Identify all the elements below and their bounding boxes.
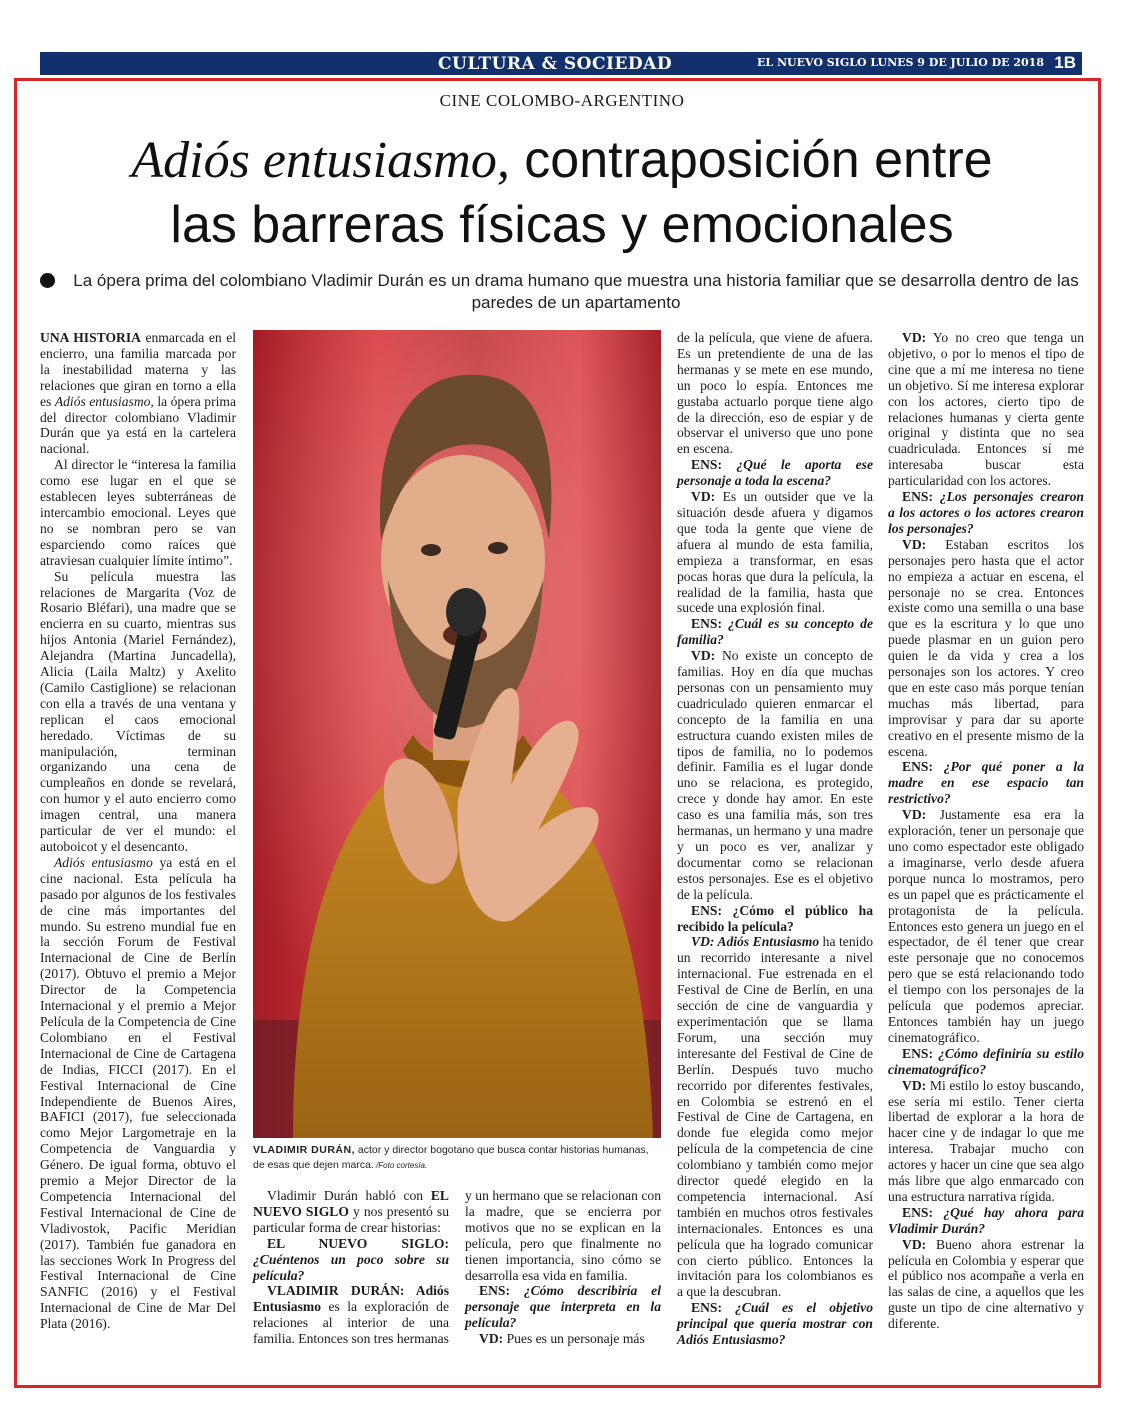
column-4 — [677, 330, 873, 1348]
paragraph — [40, 330, 236, 457]
question-label: ENS: — [479, 1283, 510, 1299]
section-title: CULTURA & SOCIEDAD — [438, 54, 673, 74]
caption-credit: /Foto cortesía. — [373, 1161, 428, 1170]
caption-name: VLADIMIR DURÁN, — [253, 1144, 355, 1156]
answer-label: VD: — [902, 330, 927, 345]
question — [677, 903, 873, 935]
answer — [888, 1078, 1084, 1205]
question-label: ENS: — [691, 902, 722, 918]
question — [677, 616, 873, 648]
section-banner — [40, 52, 1082, 75]
question-label: ENS: — [691, 457, 722, 473]
text-run: enmarcada en el encierro, una familia marcada por la inestabilidad materna y las relaciones que giran en torno a ella es — [40, 330, 237, 409]
photo-caption — [253, 1143, 661, 1173]
kicker: CINE COLOMBO-ARGENTINO — [439, 91, 685, 110]
answer — [465, 1331, 661, 1347]
answer — [888, 1237, 1084, 1332]
answer — [888, 330, 1084, 489]
answer — [888, 537, 1084, 760]
column-2 — [253, 1188, 449, 1347]
question-text: ¿Los personajes crearon a los actores o los actores crearon los personajes? — [888, 489, 1084, 536]
answer-text: Es un outsider que ve la situación desde afuera y digamos que toda la gente que viene de afuera al mundo de esta familia, empieza a transformar, en esas pocas horas que dura la película, la realidad de la familia, hasta que sucede una explosión final. — [677, 489, 873, 616]
answer-label: VD: Adiós Entusiasmo — [691, 934, 820, 950]
newspaper-name: EL NUEVO SIGLO — [253, 1188, 449, 1219]
photo-illustration — [253, 330, 661, 1138]
text-run: y nos presentó su particular forma de crear historias: — [253, 1203, 449, 1235]
answer — [677, 934, 873, 1300]
page-number: 1B — [1054, 53, 1076, 72]
question-text: ¿Por qué poner a la madre en ese espacio tan restrictivo? — [888, 759, 1084, 807]
question-label: ENS: — [902, 1204, 933, 1220]
text-run: ya está en el cine nacional. Esta película ha pasado por algunos de los festivales de cine más importantes del mundo. Su estreno mundial fue en la sección Forum de Festival Internacional de Cine de Berlín (2017). Obtuvo el premio a Mejor Director de la Competencia Internacional y el premio a Mejor Película de la Competencia de Cine Colombiano en el Festival Internacional de Cine de Cartagena de Indias, FICCI (2017). En el Festival Internacional de Cine Independiente de Buenos Aires, BAFICI (2017), fue seleccionada como Mejor Largometraje en la Competencia de Vanguardia y Género. De igual forma, obtuvo el premio a Mejor Director de la Competencia Internacional del Festival Internacional de Cine de Vladivostok, Pacific Meridian (2017). También fue ganadora en las secciones Work In Progress del Festival Internacional de Cine SANFIC (2016) y el Festival Internacional de Cine de Mar Del Plata (2016). — [40, 854, 236, 1332]
headline-line1: contraposición entre — [509, 131, 993, 189]
question-text: ¿Cuál es su concepto de familia? — [677, 616, 873, 648]
question-label: ENS: — [691, 1300, 722, 1316]
deck — [40, 270, 1084, 314]
answer-label: VD: — [691, 489, 716, 505]
paragraph — [253, 1188, 449, 1236]
film-title-italic: Adiós entusiasmo — [54, 854, 153, 870]
answer-text: Yo no creo que tenga un objetivo, o por lo menos el tipo de cine que a mí me interesa no tiene un objetivo. Sí me interesa explorar con los actores, cierto tipo de relaciones humanas y cierta gente original y distinta que no sea cuadriculada. Entonces sí me interesaba buscar esta particularidad con los actores. — [888, 330, 1084, 489]
deck-text: La ópera prima del colombiano Vladimir Durán es un drama humano que muestra una historia familiar que se desarrolla dentro de las paredes de un apartamento — [73, 271, 1079, 312]
column-3 — [465, 1188, 661, 1347]
question-text: ¿Cuál es el objetivo principal que quería mostrar con Adiós Entusiasmo? — [677, 1300, 873, 1348]
answer-label: VLADIMIR DURÁN: Adiós Entusiasmo — [253, 1283, 449, 1315]
answer-label: VD: — [902, 807, 927, 823]
question-text: ¿Cuéntenos un poco sobre su película? — [253, 1251, 449, 1283]
headline — [30, 128, 1094, 257]
headline-film-title: Adiós entusiasmo, — [131, 132, 510, 189]
answer-label: VD: — [691, 648, 716, 664]
answer-text: Estaban escritos los personajes pero hasta que el actor no empieza a actuar en escena, el personaje no se crea. Entonces existe como una semilla o una base que es la escritura y lo que uno puede plasmar en un guion pero quien le da vida y crea a los personajes son los actores. Y creo que en este caso más porque tenían muchas más libertad, para improvisar y para dar su aporte creativo en el presente mismo de la escena. — [888, 536, 1084, 759]
question-text: ¿Cómo describiría el personaje que interpreta en la película? — [465, 1283, 661, 1331]
paragraph: de la película, que viene de afuera. Es un pretendiente de una de las hermanas y se mete en ese mundo, un poco lo espía. Entonces me gustaba actuarlo porque tiene algo de la dirección, eso de espiar y de observar el universo que uno pone en escena. — [677, 330, 873, 457]
paragraph: Al director le “interesa la familia como ese lugar en el que se establecen leyes subterráneas de intercambio emocional. Leyes que no se nombran pero se van esparciendo como raíces que atraviesan cualquier límite íntimo”. — [40, 457, 236, 568]
question-text: ¿Cómo definiría su estilo cinematográfico? — [888, 1045, 1084, 1077]
answer-text: Pues es un personaje más — [503, 1331, 645, 1347]
question-label: ENS: — [691, 616, 722, 632]
question — [253, 1236, 449, 1284]
question — [888, 1205, 1084, 1237]
question-label: ENS: — [902, 1045, 933, 1061]
question — [888, 489, 1084, 537]
answer-text: No existe un concepto de familias. Hoy en día que muchas personas con un pensamiento muy cuadriculado quieren enmarcar el concepto de la familia en una estructura cuando existen miles de tipos de familia, no lo podemos definir. Familia es el lugar donde uno se relaciona, es protegido, crece y donde hay amor. En este caso es una familia más, son tres hermanas, un hermano y una madre y un poco es ver, analizar y documentar como se relacionan estos personajes. Ese es el objetivo de la película. — [677, 648, 873, 902]
answer-text: es la exploración de relaciones al interior de una familia. Entonces son tres hermanas — [253, 1299, 449, 1347]
caption-text: actor y director bogotano que busca contar historias humanas, de esas que dejen marca. — [253, 1144, 649, 1171]
answer-label: VD: — [902, 1236, 927, 1252]
masthead-date: EL NUEVO SIGLO LUNES 9 DE JULIO DE 2018 — [757, 56, 1044, 69]
paragraph: y un hermano que se relacionan con la madre, que se encierra por motivos que no se explican en la película, pero que finalmente no tienen importancia, sino cómo se desarrolla esa vida en familia. — [465, 1188, 661, 1283]
answer-text: ha tenido un recorrido interesante a nivel internacional. Fue estrenada en el Festival de Cine de Berlín, en una sección de cine de vanguardia y experimentación que se llama Forum, una sección muy interesante del Festival de Cine de Berlín. Después tuvo mucho recorrido por diferentes festivales, en Colombia se estrenó en el Festival de Cine de Cartagena, en donde fue elegida como mejor película de la competencia de cine colombiano y también como mejor director quedé elegido en la competencia internacional. Así también en muchos otros festivales internacionales. Entonces es una película que ha logrado comunicar con cierto público. Entonces la invitación para los colombianos es a que la descubran. — [677, 934, 873, 1300]
answer — [677, 489, 873, 616]
question-text: ¿Qué hay ahora para Vladimir Durán? — [888, 1204, 1084, 1236]
answer — [253, 1283, 449, 1347]
question-text: ¿Cómo el público ha recibido la película? — [677, 902, 873, 934]
question — [677, 1300, 873, 1348]
answer — [888, 807, 1084, 1046]
answer-text: Bueno ahora estrenar la película en Colombia y esperar que el público nos acompañe a verla en las salas de cine, a aquellos que les guste un tipo de cine alternativo y diferente. — [888, 1236, 1084, 1332]
question — [888, 1046, 1084, 1078]
column-1 — [40, 330, 236, 1332]
question — [677, 457, 873, 489]
answer-text: Justamente esa era la exploración, tener un personaje que uno como espectador este obligado a imaginarse, verlo desde afuera porque nunca lo mostramos, pero es un papel que es prácticamente el protagonista de la película. Entonces esto genera un juego en el espectador, de él tener que crear este personaje que no conocemos pero que se está relacionando todo el tiempo con los personajes de la película que podemos apreciar. Entonces también hay un juego cinematográfico. — [888, 807, 1084, 1045]
answer-label: VD: — [479, 1331, 504, 1347]
headline-line2: las barreras físicas y emocionales — [170, 196, 954, 254]
question — [465, 1283, 661, 1331]
question — [888, 759, 1084, 807]
answer-label: VD: — [902, 536, 927, 552]
film-title-italic: Adiós entusiasmo, — [54, 393, 154, 409]
paragraph: Su película muestra las relaciones de Margarita (Voz de Rosario Bléfari), una madre que se encierra en su cuarto, mientras sus hijos Antonia (Mariel Fernández), Alejandra (Martina Juncadella), Alicia (Laila Maltz) y Axelito (Camilo Castiglione) se relacionan con ella a través de una ventana y replican el caos emocional heredado. Víctimas de su manipulación, terminan organizando una cena de cumpleaños en donde se revelará, con humor y el auto encierro como imagen central, una manera particular de ver el mundo: el autoboicot y el desencanto. — [40, 568, 236, 854]
question-label: EL NUEVO SIGLO: — [267, 1235, 449, 1251]
column-5 — [888, 330, 1084, 1332]
lead-caps: UNA HISTORIA — [40, 330, 141, 345]
question-text: ¿Qué le aporta ese personaje a toda la escena? — [677, 457, 873, 489]
bullet-dot-icon — [40, 273, 55, 288]
answer-label: VD: — [902, 1077, 927, 1093]
text-run: la ópera prima del director colombiano Vladimir Durán que ya está en la cartelera nacional. — [40, 393, 236, 457]
paragraph — [40, 855, 236, 1332]
text-run: Vladimir Durán habló con — [267, 1188, 431, 1203]
question-label: ENS: — [902, 489, 933, 505]
question-label: ENS: — [902, 759, 933, 775]
answer-text: Mi estilo lo estoy buscando, ese sería mi estilo. Tener cierta libertad de explorar a la hora de hacer cine y de indagar lo que me interesa. Trabajar mucho con actores y hacer un cine que sea algo más libre que algo enmarcado con una estructura narrativa rígida. — [888, 1077, 1084, 1204]
answer — [677, 648, 873, 903]
portrait-photo — [253, 330, 661, 1138]
